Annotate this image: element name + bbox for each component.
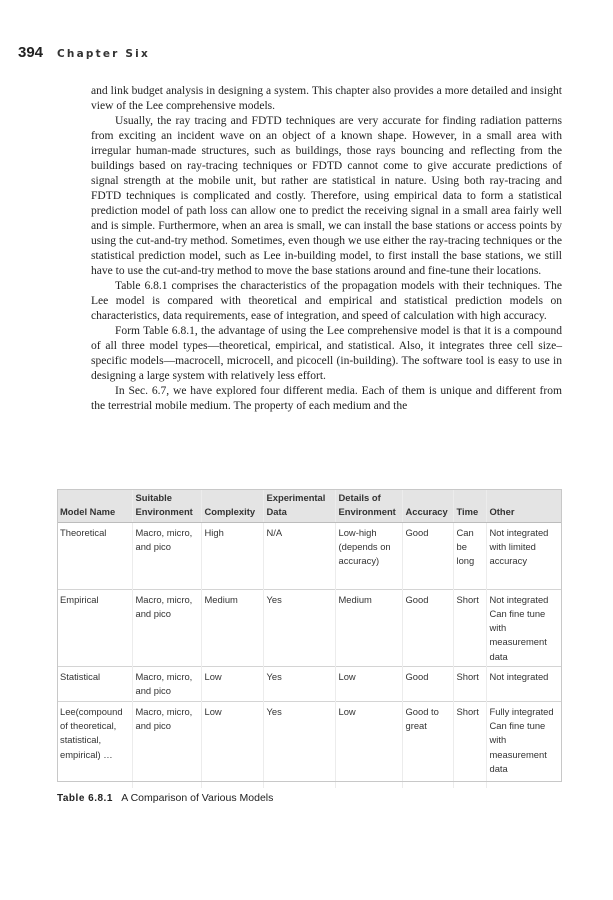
table-row	[57, 589, 562, 666]
column-header: Suitable Environment	[132, 489, 201, 522]
column-header: Complexity	[201, 489, 263, 522]
table-cell: Low-high (depends on accuracy)	[335, 522, 402, 589]
table-cell: Good	[402, 667, 453, 702]
table-row	[57, 701, 562, 788]
table-cell: Good	[402, 522, 453, 589]
column-header: Model Name	[57, 489, 132, 522]
table-cell: N/A	[263, 522, 335, 589]
table-cell: Medium	[335, 589, 402, 666]
table-cell: Medium	[201, 589, 263, 666]
chapter-title: Chapter Six	[57, 48, 150, 60]
running-header	[18, 44, 150, 61]
table-caption-text: A Comparison of Various Models	[121, 792, 274, 804]
paragraph: In Sec. 6.7, we have explored four different media. Each of them is unique and different from the terrestrial mobile medium. The property of each medium and the	[91, 385, 562, 412]
table-cell: Good to great	[402, 701, 453, 788]
table-cell: Short	[453, 589, 486, 666]
table-cell: Macro, micro, and pico	[132, 522, 201, 589]
table-cell: Not integrated	[486, 667, 562, 702]
table-cell: Yes	[263, 667, 335, 702]
body-text	[91, 84, 562, 414]
comparison-table	[57, 489, 562, 788]
page-number: 394	[18, 44, 44, 61]
table-caption	[57, 792, 273, 804]
paragraph: Form Table 6.8.1, the advantage of using the Lee comprehensive model is that it is a compound of all three model types—theoretical, empirical, and statistical. Also, it integrates three cell size–specific models—macrocell, microcell, and picocell (in-building). The software tool is easy to use in designing a large system with relatively less effort.	[91, 325, 562, 382]
table-row	[57, 667, 562, 702]
table-cell: Not integrated Can fine tune with measurement data	[486, 589, 562, 666]
table-cell: Macro, micro, and pico	[132, 701, 201, 788]
table-cell: Statistical	[57, 667, 132, 702]
table-cell: Yes	[263, 589, 335, 666]
table-cell: Not integrated with limited accuracy	[486, 522, 562, 589]
table-cell: Low	[335, 667, 402, 702]
paragraph: Usually, the ray tracing and FDTD techniques are very accurate for finding radiation patterns from exciting an incident wave on an object of a known shape. However, in a small area with irregular human-made structures, such as buildings, those rays bouncing and reflecting from the buildings based on ray-tracing techniques or FDTD cannot come to give accurate predictions of signal strength at the mobile unit, but rather are statistical in nature. Using both ray-tracing and FDTD techniques is complicated and costly. Therefore, using empirical data to form a statistical prediction model of path loss can allow one to predict the receiving signal in a small area fairly well and is simple. Furthermore, when an area is small, we can install the base stations or access points by using the cut-and-try method. Sometimes, even though we use either the ray-tracing techniques or the statistical prediction model, such as Lee in-building model, to first install the base stations, we still have to use the cut-and-try method to move the base stations around and fine-tune their locations.	[91, 115, 562, 277]
table-cell: Can be long	[453, 522, 486, 589]
table-cell: Theoretical	[60, 526, 107, 538]
table-cell: Low	[335, 701, 402, 788]
table-cell: High	[201, 522, 263, 589]
table-caption-label: Table 6.8.1	[57, 793, 113, 804]
table-cell: Macro, micro, and pico	[132, 667, 201, 702]
table-cell: Macro, micro, and pico	[132, 589, 201, 666]
table-cell: Good	[402, 589, 453, 666]
column-header: Accuracy	[402, 489, 453, 522]
table-cell: Short	[453, 667, 486, 702]
table-cell: Yes	[263, 701, 335, 788]
column-header: Details of Environment	[335, 489, 402, 522]
paragraph: and link budget analysis in designing a system. This chapter also provides a more detailed and insight view of the Lee comprehensive models.	[91, 85, 562, 112]
table-cell: Short	[453, 701, 486, 788]
table-cell: Low	[201, 667, 263, 702]
column-header: Time	[453, 489, 486, 522]
column-header: Experimental Data	[263, 489, 335, 522]
paragraph: Table 6.8.1 comprises the characteristics of the propagation models with their techniques. The Lee model is compared with theoretical and empirical and statistical prediction models on characteristics, data requirements, ease of integration, and speed of calculation with high accuracy.	[91, 280, 562, 322]
table-cell: Low	[201, 701, 263, 788]
table-cell: Empirical	[57, 589, 132, 666]
table-cell: Lee(compound of theoretical, statistical, empirical) …	[57, 701, 132, 788]
table-header-row	[57, 489, 562, 522]
table-row	[57, 522, 562, 589]
column-header: Other	[486, 489, 562, 522]
table-cell: Fully integrated Can fine tune with measurement data	[486, 701, 562, 788]
